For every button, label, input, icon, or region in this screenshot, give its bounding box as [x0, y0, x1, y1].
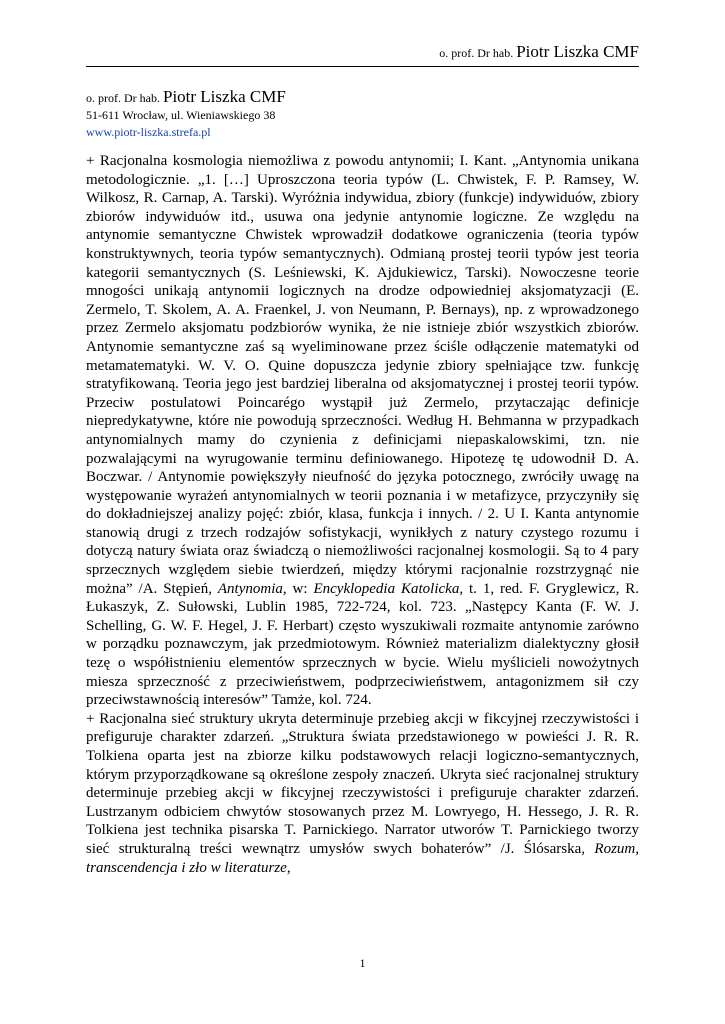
entry-text: , t. 1, red. F. Gryglewicz, R. Łukaszyk, Z. Sułowski, Lublin 1985, 722-724, kol. 723. „Następcy Kanta (F. W. J. Schelling, G. W. F. Hegel, J. F. Herbart) często wyszukiwali rozmaite antynomie zarówno w porządku poznawczym, jak przedmiotowym. Również materializm dialektyczny głosił tezę o współistnieniu elementów sprzecznych w bycie. Wielu myślicieli nowożytnych miesza sprzeczność z przeciwieństwem, podprzeciwieństwem, antagonizmem sił czy przeciwstawnością interesów” Tamże, kol. 724.: [86, 580, 640, 709]
entry-text: + Racjonalna sieć struktury ukryta determinuje przebieg akcji w fikcyjnej rzeczywistości i prefiguruje charakter zdarzeń. „Struktura świata przedstawionego w powieści J. R. R. Tolkiena oparta jest na zbiorze kilku podstawowych relacji logiczno-semantycznych, którym przyporządkowane są określone zespoły znaczeń. Ukryta sieć racjonalnej struktury determinuje przebieg akcji w fikcyjnej rzeczywistości i prefiguruje charakter zdarzeń. Lustrzanym odbiciem chwytów stosowanych przez M. Lowryego, H. Hessego, J. R. R. Tolkiena jest technika pisarska T. Parnickiego. Narrator utworów T. Parnickiego tworzy sieć strukturalną treści wewnątrz umysłów swych bohaterów” /J. Ślósarska,: [86, 710, 639, 857]
author-name: Piotr Liszka CMF: [162, 87, 286, 106]
entry-paragraph: [86, 152, 639, 710]
document-body: [86, 152, 639, 877]
running-header: [439, 42, 639, 62]
entry-text: ,: [286, 859, 291, 876]
entry-italic-title: Antynomia: [217, 580, 283, 597]
entry-paragraph: [86, 710, 639, 877]
header-prefix: o. prof. Dr hab.: [439, 46, 514, 60]
header-name: Piotr Liszka CMF: [516, 42, 639, 61]
entry-italic-title: Encyklopedia Katolicka: [313, 580, 460, 597]
author-title-line: [86, 88, 286, 107]
author-block: [86, 88, 286, 141]
entry-text: + Racjonalna kosmologia niemożliwa z powodu antynomii; I. Kant. „Antynomia unikana metodologicznie. „1. […] Uproszczona teoria typów (L. Chwistek, F. P. Ramsey, W. Wilkosz, R. Carnap, A. Tarski). Wyróżnia indywidua, zbiory (funkcje) indywiduów, zbiory zbiorów indywiduów itd., usuwa ona jedynie antynomie logiczne. Ze względu na antynomie semantyczne Chwistek wprowadził dodatkowe ograniczenia (teoria typów konstruktywnych, teoria typów semantycznych). Odmianą prostej teorii typów jest teoria kategorii semantycznych (S. Leśniewski, K. Ajdukiewicz, Tarski). Nowoczesne teorie mnogości unikają antynomii logicznych na drodze odpowiedniej aksjomatyzacji (E. Zermelo, T. Skolem, A. A. Fraenkel, J. von Neumann, P. Bernays), np. z wprowadzonego przez Zermelo aksjomatu podzbiorów wynika, że nie istnieje zbiór wszystkich zbiorów. Antynomie semantyczne zaś są wyeliminowane przez ściśle odłączenie matematyki od metamatematyki. W. V. O. Quine dopuszcza jedynie zbiory spełniające tzw. funkcję stratyfikowaną. Teoria jego jest bardziej liberalna od aksjomatycznej i prostej teorii typów. Przeciw postulatowi Poincarégo wystąpił już Zermelo, przytaczając definicje niepredykatywne, które nie powodują sprzeczności. Według H. Behmanna w przypadkach antynomialnych mamy do czynienia z definicjami niepaskalowskimi, tzn. nie pozwalającymi na wyrugowanie terminu definiowanego. Hipotezę tę udowodnił D. A. Boczwar. / Antynomie powiększyły nieufność do języka potocznego, zwróciły uwagę na występowanie wyrażeń antynomialnych w teorii poznania i w metafizyce, przyczyniły się do dokładniejszej analizy pojęć: zbiór, klasa, funkcja i innych. / 2. U I. Kanta antynomie stanowią drugi z trzech rodzajów sofistykacji, wynikłych z natury czystego rozumu i dotyczą natury świata oraz świadczą o niemożliwości racjonalnej kosmologii. Są to 4 pary sprzecznych względem siebie twierdzeń, między którymi racjonalnie rozstrzygnąć nie można” /A. Stępień,: [86, 153, 639, 597]
entry-italic-title: Rozum, transcendencja i zło w literaturze: [86, 840, 639, 876]
author-prefix: o. prof. Dr hab.: [86, 91, 160, 105]
header-divider: [86, 66, 639, 67]
entry-text: , w:: [282, 580, 314, 597]
author-website-link[interactable]: www.piotr-liszka.strefa.pl: [86, 125, 211, 139]
page-number: 1: [359, 956, 366, 970]
author-address: 51-611 Wrocław, ul. Wieniawskiego 38: [86, 108, 276, 122]
